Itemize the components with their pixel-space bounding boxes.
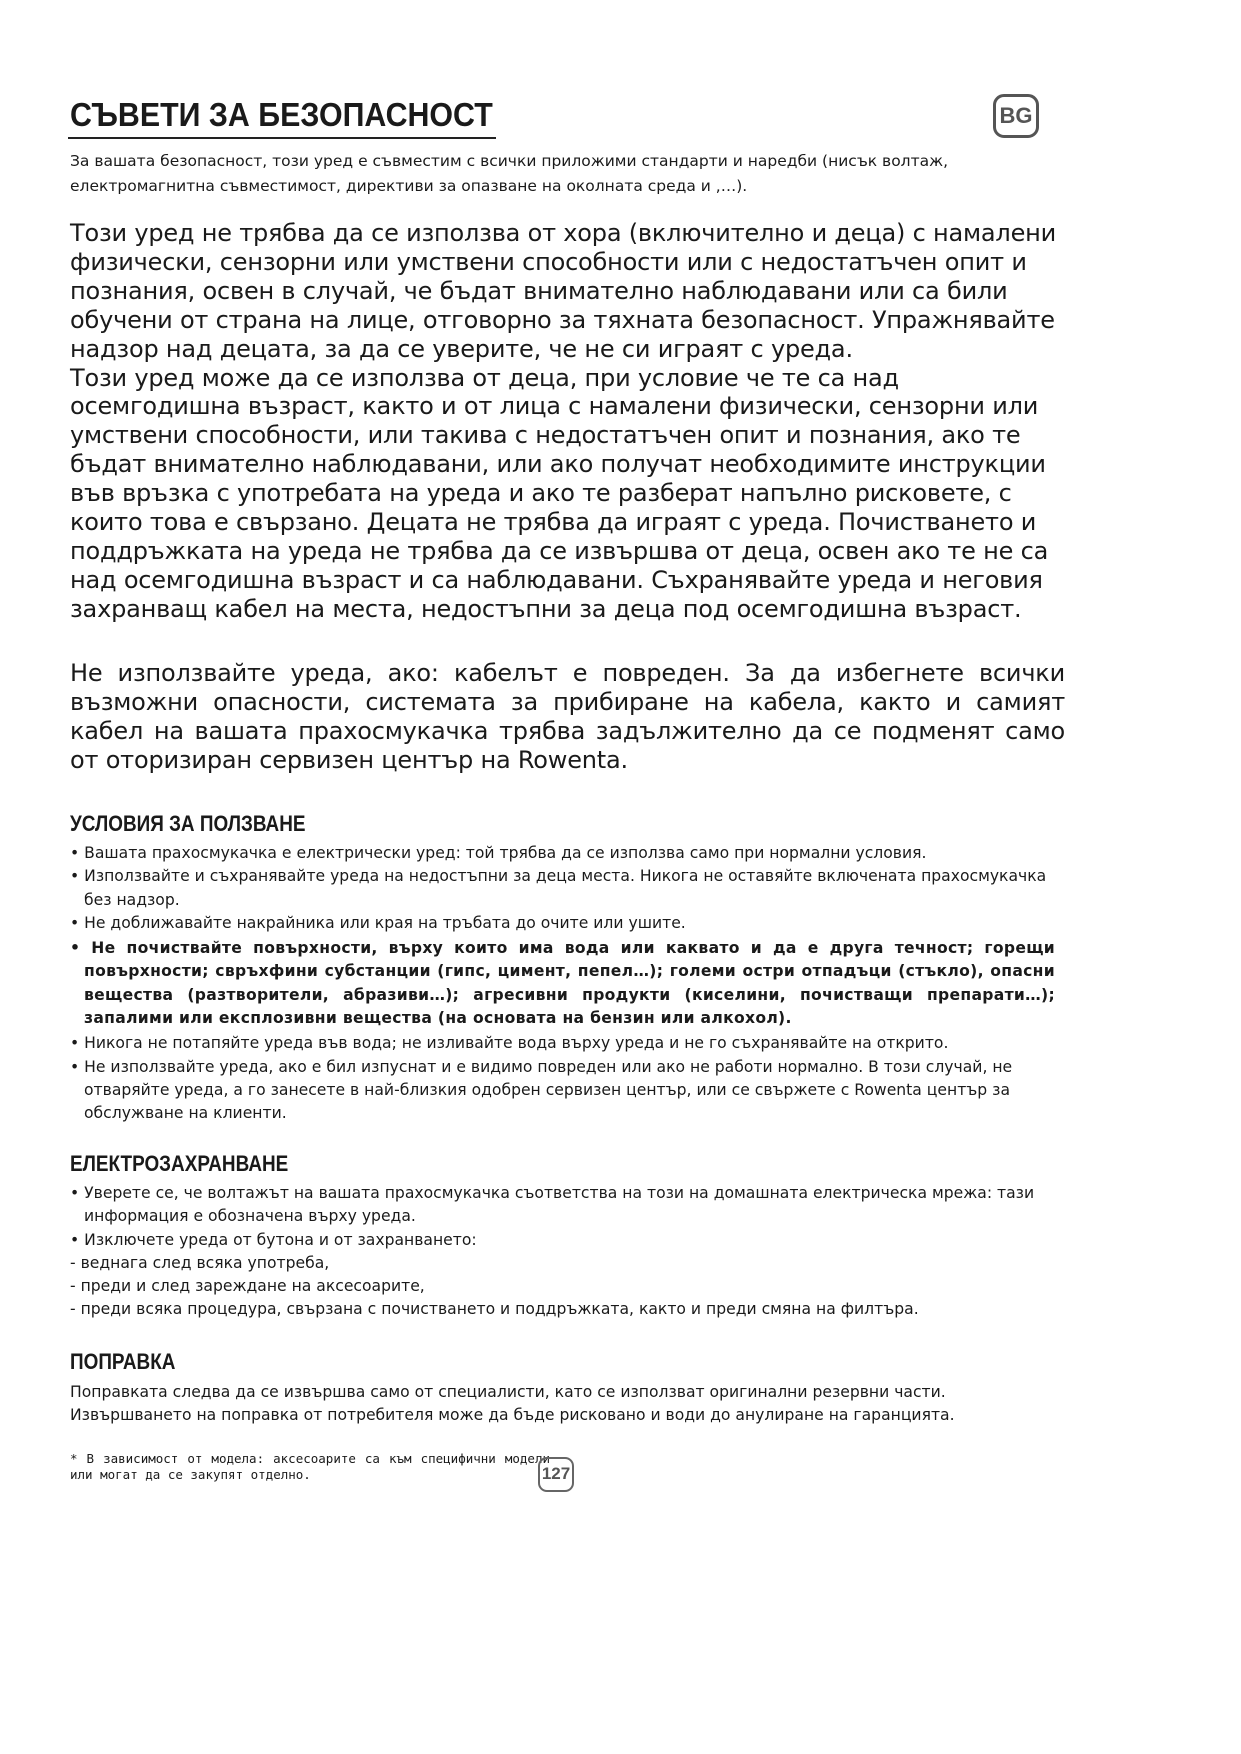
footnote: * В зависимост от модела: аксесоарите са към специфични модели или могат да се закупят отделно. [70, 1451, 550, 1482]
list-item: • Вашата прахосмукачка е електрически уред: той трябва да се използва само при нормални условия. [70, 844, 927, 862]
intro-text: За вашата безопасност, този уред е съвместим с всички приложими стандарти и наредби (нисък волтаж, електромагнитна съвместимост, директиви за опазване на околната среда и ,…). [70, 152, 948, 195]
list-item: • Не използвайте уреда, ако е бил изпуснат и е видимо повреден или ако не работи нормално. В този случай, не отваряйте уреда, а го занесете в най-близкия одобрен сервизен център, или се свържете с Rowenta център за обслужване на клиенти. [70, 1057, 1013, 1123]
power-list [70, 1182, 1055, 1322]
usage-heading: УСЛОВИЯ ЗА ПОЛЗВАНЕ [70, 811, 306, 836]
list-item-warning: • Не почиствайте повърхности, върху които има вода или каквато и да е друга течност; горещи повърхности; свръхфини субстанции (гипс, цимент, пепел…); големи остри отпадъци (стъкло), опасни вещества (разтворители, абразиви…); агресивни продукти (киселини, почистващи препарати…); запалими или експлозивни вещества (на основата на бензин или алкохол). [70, 939, 1055, 1028]
list-item: - преди и след зареждане на аксесоарите, [70, 1277, 425, 1296]
list-item: • Уверете се, че волтажът на вашата прахосмукачка съответства на този на домашната електрическа мрежа: тази информация е обозначена върху уреда. [70, 1184, 1035, 1226]
usage-list [70, 842, 1055, 1126]
page-title: СЪВЕТИ ЗА БЕЗОПАСНОСТ [70, 96, 493, 133]
list-item: • Никога не потапяйте уреда във вода; не изливайте вода върху уреда и не го съхранявайте на открито. [70, 1034, 949, 1053]
title-block [70, 93, 495, 137]
repair-text: Поправката следва да се извършва само от специалисти, като се използват оригинални резервни части. Извършването на поправка от потребителя може да бъде рисковано и води до анулиране на гаранцията. [70, 1383, 955, 1425]
main-paragraph-1 [70, 219, 1070, 624]
language-badge: BG [993, 94, 1039, 138]
list-item: - веднага след всяка употреба, [70, 1253, 330, 1272]
main-paragraph-1-sentence: Този уред не трябва да се използва от хора (включително и деца) с намалени физически, сензорни или умствени способности или с недостатъчен опит и познания, освен в случай, че бъдат внимателно наблюдавани или са били обучени от страна на лице, отговорно за тяхната безопасност. Упражнявайте надзор над децата, за да се уверите, че не си играят с уреда. [70, 219, 1057, 363]
list-item: • Не доближавайте накрайника или края на тръбата до очите или ушите. [70, 913, 686, 932]
list-item: - преди всяка процедура, свързана с почистването и поддръжката, както и преди смяна на филтъра. [70, 1300, 919, 1319]
repair-heading: ПОПРАВКА [70, 1349, 176, 1374]
list-item: • Използвайте и съхранявайте уреда на недостъпни за деца места. Никога не оставяйте включената прахосмукачка без надзор. [70, 867, 1047, 909]
title-underline [68, 137, 496, 139]
list-item: • Изключете уреда от бутона и от захранването: [70, 1230, 477, 1249]
page-number: 127 [538, 1457, 574, 1492]
power-heading: ЕЛЕКТРОЗАХРАНВАНЕ [70, 1151, 289, 1176]
main-paragraph-2: Не използвайте уреда, ако: кабелът е повреден. За да избегнете всички възможни опасности, системата за прибиране на кабела, както и самият кабел на вашата прахосмукачка трябва задължително да се подменят само от оторизиран сервизен център на Rowenta. [70, 659, 1065, 774]
main-paragraph-1b: Този уред може да се използва от деца, при условие че те са над осемгодишна възраст, както и от лица с намалени физически, сензорни или умствени способности, или такива с недостатъчен опит и познания, ако те бъдат внимателно наблюдавани, или ако получат необходимите инструкции във връзка с употребата на уреда и ако те разберат напълно рисковете, с които това е свързано. Децата не трябва да играят с уреда. Почистването и поддръжката на уреда не трябва да се извършва от деца, освен ако те не са над осемгодишна възраст и са наблюдавани. Съхранявайте уреда и неговия захранващ кабел на места, недостъпни за деца под осемгодишна възраст. [70, 363, 1049, 623]
